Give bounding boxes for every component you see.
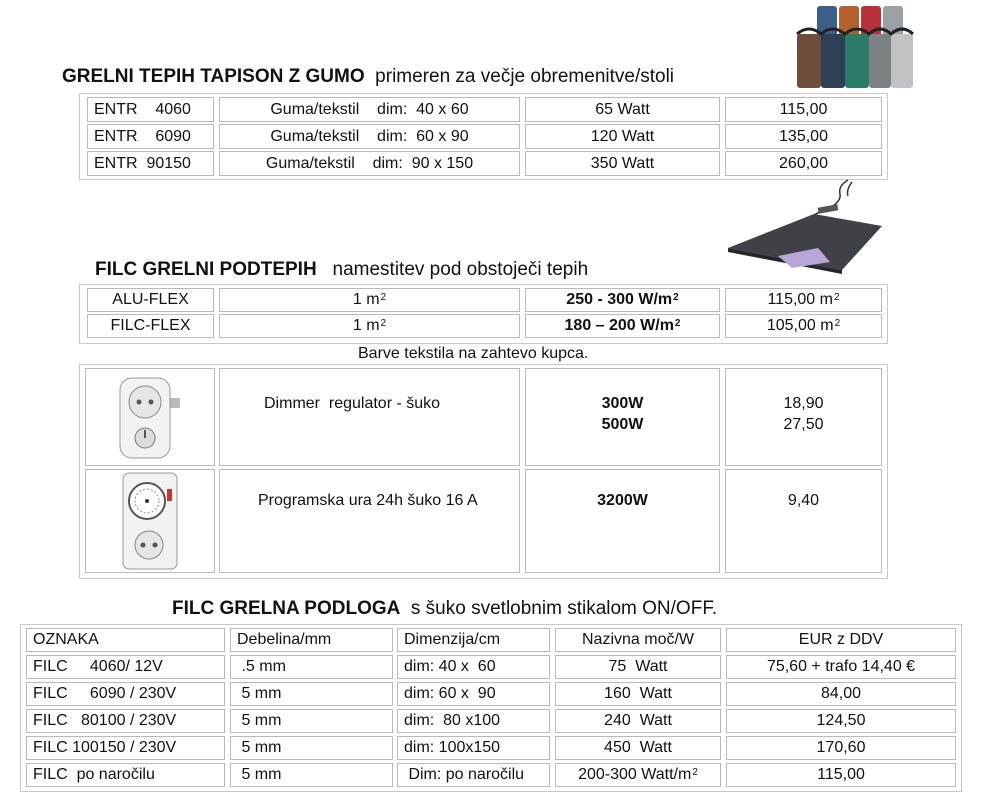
- table-cell-dimension: dim: 100x150: [397, 736, 550, 760]
- table-cell-code: ALU-FLEX: [87, 288, 214, 312]
- table-cell-code: FILC 80100 / 230V: [26, 709, 225, 733]
- price-value: 105,00 m: [766, 317, 834, 334]
- section2-heading: [95, 259, 588, 281]
- section1-heading: [62, 66, 674, 88]
- table-cell-power: [525, 288, 720, 312]
- table-cell-code: FILC-FLEX: [87, 314, 214, 338]
- table-cell-power: 240 Watt: [555, 709, 721, 733]
- price-value-2: 27,50: [783, 416, 824, 433]
- heating-mat-photo: [722, 178, 888, 278]
- table-cell-power: [525, 368, 720, 466]
- price-value: 115,00 m: [767, 291, 833, 308]
- table-cell-code: FILC po naročilu: [26, 763, 225, 787]
- table-cell-dimension: dim: 60 x 90: [397, 682, 550, 706]
- price-superscript: 2: [834, 317, 841, 329]
- power-value: 200-300 Watt/m: [578, 766, 692, 783]
- table-cell-code: FILC 100150 / 230V: [26, 736, 225, 760]
- table-cell-dimension: dim: 40 x 60: [397, 655, 550, 679]
- column-header-debelina: Debelina/mm: [230, 628, 393, 652]
- table-cell-price: 9,40: [725, 469, 882, 573]
- power-value-500: 500W: [601, 416, 644, 433]
- power-value: 180 – 200 W/m: [564, 317, 674, 334]
- table-cell-desc: Guma/tekstil dim: 40 x 60: [219, 97, 520, 122]
- table-cell-power: 450 Watt: [555, 736, 721, 760]
- table-cell-thickness: .5 mm: [230, 655, 393, 679]
- carpet-samples-photo: [795, 4, 915, 88]
- dimmer-image-cell: [85, 368, 215, 466]
- column-header-dimenzija: Dimenzija/cm: [397, 628, 550, 652]
- dimmer-plug-image: [110, 372, 190, 462]
- table-cell-power: 3200W: [525, 469, 720, 573]
- size-value: 1 m: [352, 291, 380, 308]
- section4-subtitle: s šuko svetlobnim stikalom ON/OFF.: [410, 598, 718, 619]
- table-cell-price: 135,00: [725, 124, 882, 149]
- table-cell-price: 115,00: [726, 763, 956, 787]
- textile-colors-note: Barve tekstila na zahtevo kupca.: [358, 345, 589, 362]
- table-cell-power: 120 Watt: [525, 124, 720, 149]
- section1-title: GRELNI TEPIH TAPISON Z GUMO: [62, 66, 365, 87]
- power-value-300: 300W: [601, 395, 644, 412]
- size-superscript: 2: [380, 291, 387, 303]
- price-superscript: 2: [833, 291, 840, 303]
- section2-subtitle: namestitev pod obstoječi tepih: [332, 259, 589, 280]
- column-header-moc: Nazivna moč/W: [555, 628, 721, 652]
- table-cell-price: 75,60 + trafo 14,40 €: [726, 655, 956, 679]
- table-cell-thickness: 5 mm: [230, 763, 393, 787]
- table-cell-size: [219, 314, 520, 338]
- section4-heading: [172, 598, 717, 620]
- table-cell-desc: Guma/tekstil dim: 60 x 90: [219, 124, 520, 149]
- table-cell-dimension: dim: 80 x100: [397, 709, 550, 733]
- price-value-1: 18,90: [783, 395, 824, 412]
- table-cell-code: FILC 4060/ 12V: [26, 655, 225, 679]
- power-superscript: 2: [692, 766, 698, 778]
- table-cell-price: 84,00: [726, 682, 956, 706]
- size-superscript: 2: [380, 317, 387, 329]
- table-cell-thickness: 5 mm: [230, 736, 393, 760]
- table-cell-thickness: 5 mm: [230, 709, 393, 733]
- power-value: 250 - 300 W/m: [566, 291, 673, 308]
- column-header-eur: EUR z DDV: [726, 628, 956, 652]
- power-superscript: 2: [674, 317, 681, 329]
- table-cell-power: 160 Watt: [555, 682, 721, 706]
- table-cell-code: FILC 6090 / 230V: [26, 682, 225, 706]
- table-cell-dimension: Dim: po naročilu: [397, 763, 550, 787]
- table-cell-desc: Dimmer regulator - šuko: [219, 368, 520, 466]
- table-cell-code: ENTR 4060: [87, 97, 214, 122]
- table-cell-desc: Guma/tekstil dim: 90 x 150: [219, 151, 520, 176]
- table-cell-desc: Programska ura 24h šuko 16 A: [219, 469, 520, 573]
- table-cell-price: 124,50: [726, 709, 956, 733]
- section4-title: FILC GRELNA PODLOGA: [172, 598, 401, 619]
- table-cell-power: 65 Watt: [525, 97, 720, 122]
- table-cell-price: 115,00: [725, 97, 882, 122]
- table-cell-code: ENTR 6090: [87, 124, 214, 149]
- table-cell-power: 75 Watt: [555, 655, 721, 679]
- table-cell-code: ENTR 90150: [87, 151, 214, 176]
- section1-subtitle: primeren za večje obremenitve/stoli: [375, 66, 675, 87]
- table-cell-power: [555, 763, 721, 787]
- table-cell-price: [725, 288, 882, 312]
- table-cell-price: 260,00: [725, 151, 882, 176]
- timer-image-cell: [85, 469, 215, 573]
- table-cell-power: [525, 314, 720, 338]
- table-cell-power: 350 Watt: [525, 151, 720, 176]
- table-cell-price: 170,60: [726, 736, 956, 760]
- table-cell-price: [725, 368, 882, 466]
- timer-plug-image: [115, 471, 185, 571]
- size-value: 1 m: [352, 317, 380, 334]
- table-cell-size: [219, 288, 520, 312]
- table-cell-thickness: 5 mm: [230, 682, 393, 706]
- section2-title: FILC GRELNI PODTEPIH: [95, 259, 317, 280]
- column-header-oznaka: OZNAKA: [26, 628, 225, 652]
- power-superscript: 2: [673, 291, 679, 303]
- table-cell-price: [725, 314, 882, 338]
